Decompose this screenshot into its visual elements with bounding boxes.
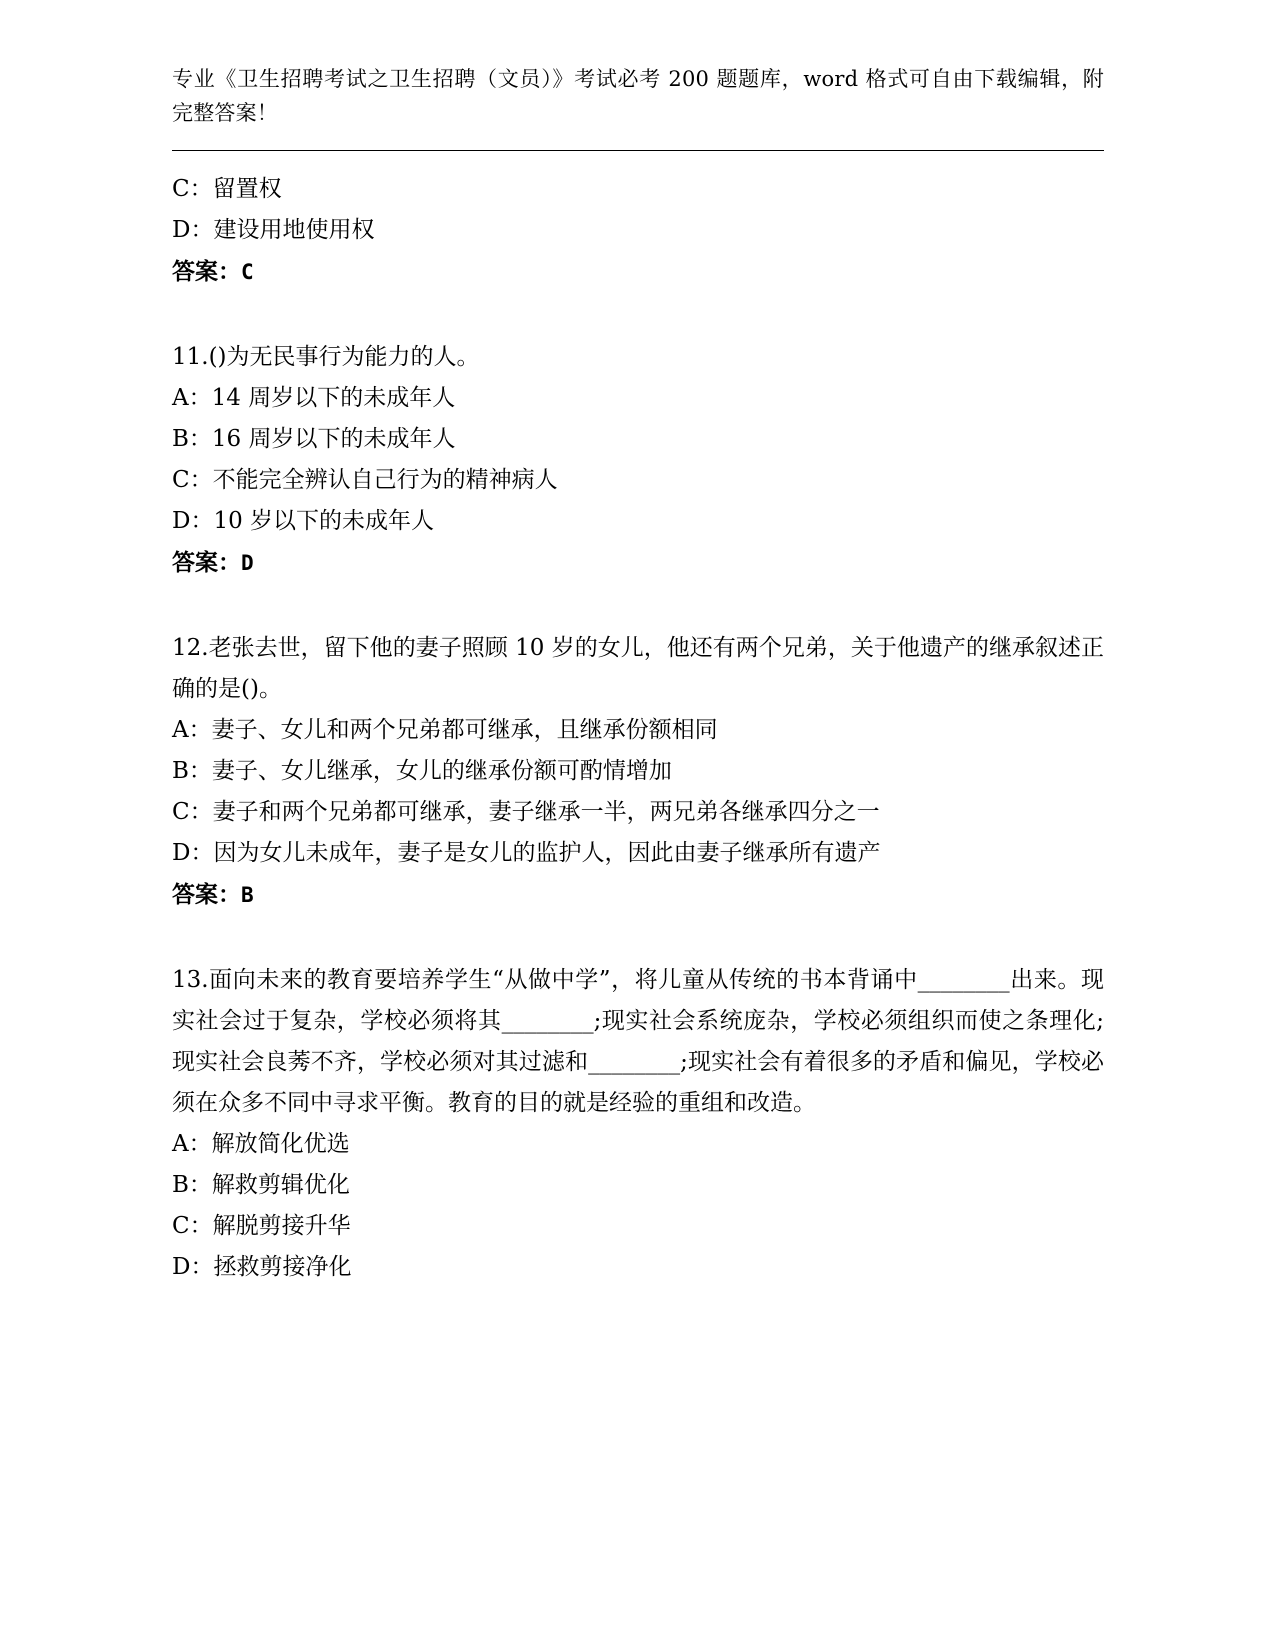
option-line: B：解救剪辑优化 bbox=[172, 1172, 350, 1198]
question-block bbox=[172, 628, 1104, 916]
question-number: 12. bbox=[172, 635, 209, 661]
option-line: C：留置权 bbox=[172, 176, 282, 202]
answer-value: B bbox=[241, 883, 254, 907]
option-line: C：不能完全辨认自己行为的精神病人 bbox=[172, 467, 558, 493]
answer-line bbox=[172, 251, 1104, 293]
question-number: 13. bbox=[172, 967, 209, 993]
question-stem bbox=[172, 337, 1104, 378]
answer-line bbox=[172, 542, 1104, 584]
option-line: D：建设用地使用权 bbox=[172, 217, 375, 243]
question-block bbox=[172, 960, 1104, 1288]
answer-label: 答案： bbox=[172, 258, 241, 285]
answer-value: D bbox=[241, 551, 254, 575]
answer-label: 答案： bbox=[172, 881, 241, 908]
option-line: C：解脱剪接升华 bbox=[172, 1213, 351, 1239]
question-block bbox=[172, 337, 1104, 584]
option-line: B：妻子、女儿继承，女儿的继承份额可酌情增加 bbox=[172, 758, 672, 784]
option-line: D：因为女儿未成年，妻子是女儿的监护人，因此由妻子继承所有遗产 bbox=[172, 840, 881, 866]
option-line: D：拯救剪接净化 bbox=[172, 1254, 352, 1280]
answer-line bbox=[172, 874, 1104, 916]
carryover-block bbox=[172, 169, 1104, 293]
option-line: A：妻子、女儿和两个兄弟都可继承，且继承份额相同 bbox=[172, 717, 718, 743]
option-line: A：14 周岁以下的未成年人 bbox=[172, 385, 456, 411]
option-line: B：16 周岁以下的未成年人 bbox=[172, 426, 456, 452]
document-content bbox=[172, 62, 1104, 1288]
option-line: A：解放简化优选 bbox=[172, 1131, 350, 1157]
question-text: 老张去世，留下他的妻子照顾 10 岁的女儿，他还有两个兄弟，关于他遗产的继承叙述正确的是()。 bbox=[172, 635, 1104, 702]
option-line: C：妻子和两个兄弟都可继承，妻子继承一半，两兄弟各继承四分之一 bbox=[172, 799, 880, 825]
page-header-title: 专业《卫生招聘考试之卫生招聘（文员）》考试必考 200 题题库，word 格式可自由下载编辑，附完整答案！ bbox=[172, 67, 1104, 125]
header-divider bbox=[172, 150, 1104, 151]
option-line: D：10 岁以下的未成年人 bbox=[172, 508, 435, 534]
question-stem bbox=[172, 628, 1104, 710]
question-stem bbox=[172, 960, 1104, 1124]
answer-label: 答案： bbox=[172, 549, 241, 576]
question-text: 面向未来的教育要培养学生“从做中学”，将儿童从传统的书本背诵中________出来。现实社会过于复杂，学校必须将其________;现实社会系统庞杂，学校必须组织而使之条理化;现实社会良莠不齐，学校必须对其过滤和________;现实社会有着很多的矛盾和偏见，学校必须在众多不同中寻求平衡。教育的目的就是经验的重组和改造。 bbox=[172, 967, 1104, 1116]
question-number: 11. bbox=[172, 344, 209, 370]
question-text: ()为无民事行为能力的人。 bbox=[208, 344, 480, 370]
answer-value: C bbox=[241, 260, 254, 284]
